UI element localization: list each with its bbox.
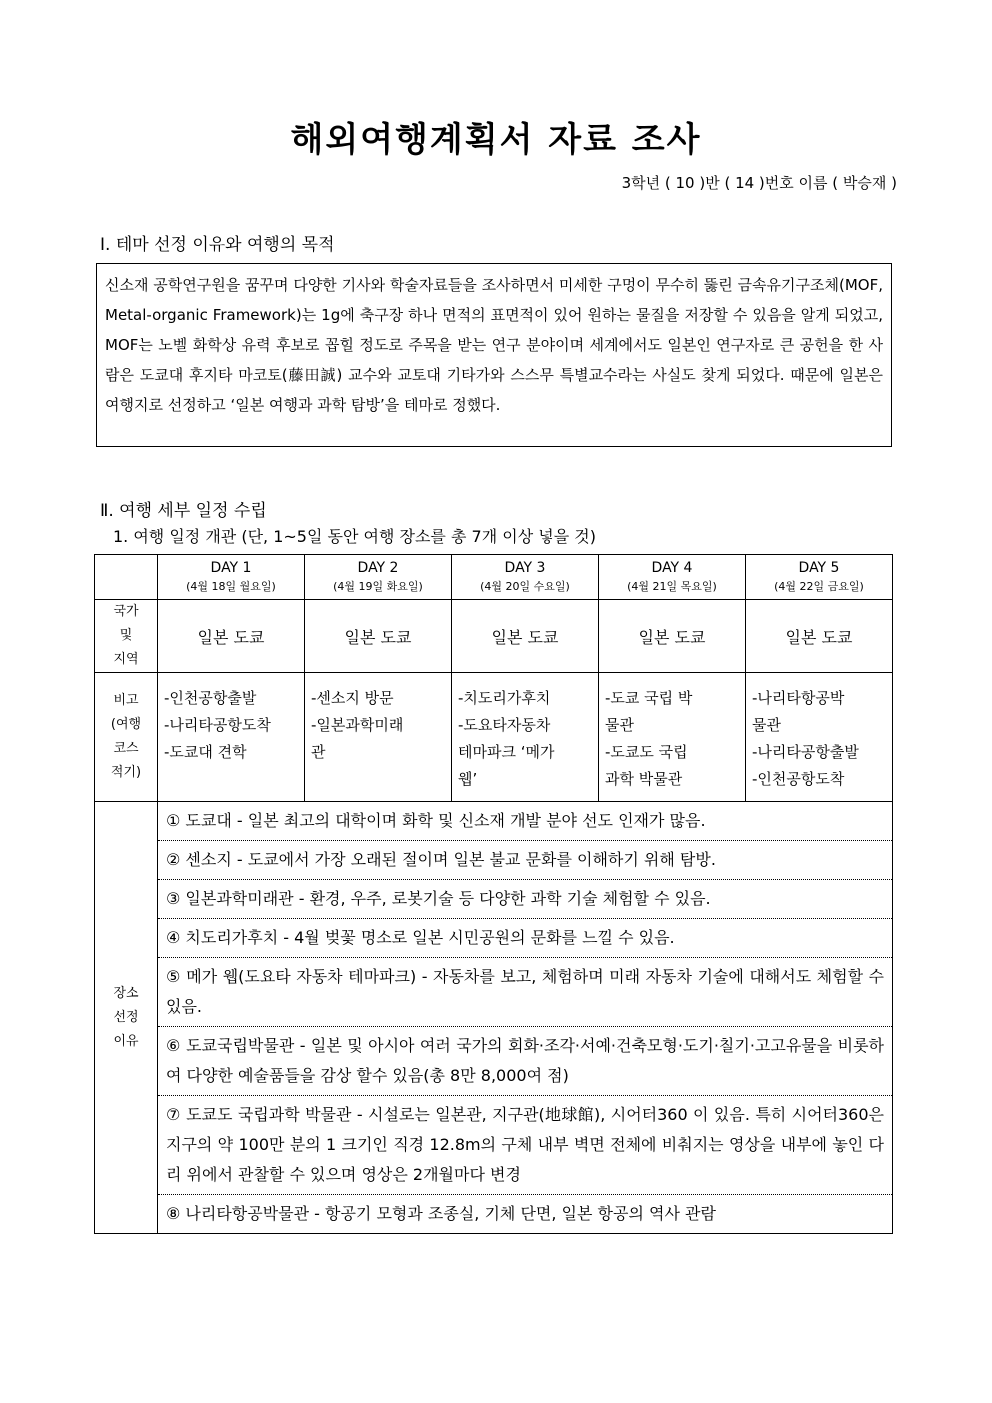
section2-heading: Ⅱ. 여행 세부 일정 수립: [100, 501, 267, 521]
day-header: [746, 555, 893, 600]
reasons-list: [158, 802, 893, 1234]
note-line: -인천공항출발: [164, 689, 257, 707]
row-label-line: (여행: [110, 717, 142, 732]
reason-item: ① 도쿄대 - 일본 최고의 대학이며 화학 및 신소재 개발 분야 선도 인재가 많음.: [158, 802, 892, 841]
row-label-line: 장소: [113, 985, 139, 1001]
notes-cell: [746, 673, 893, 802]
note-line: -나리타공항도착: [164, 716, 271, 734]
row-label-line: 및: [119, 628, 133, 643]
location-cell: 일본 도쿄: [746, 600, 893, 673]
location-cell: 일본 도쿄: [305, 600, 452, 673]
reasons-row: [95, 802, 893, 1234]
row-label-line: 적기): [110, 765, 142, 780]
notes-cell: [158, 673, 305, 802]
row-label-line: 선정: [113, 1009, 139, 1025]
day-label: DAY 3: [504, 560, 546, 576]
day-label: DAY 5: [798, 560, 840, 576]
note-line: -인천공항도착: [752, 770, 845, 788]
note-line: 물관: [752, 716, 781, 734]
schedule-table: [94, 554, 893, 1234]
purpose-box: 신소재 공학연구원을 꿈꾸며 다양한 기사와 학술자료들을 조사하면서 미세한 구멍이 무수히 뚫린 금속유기구조체(MOF, Metal-organic Framework)는 1g에 축구장 하나 면적의 표면적이 있어 원하는 물질을 저장할 수 있음을 알게 되었고, MOF는 노벨 화학상 유력 후보로 꼽힐 정도로 주목을 받는 연구 분야이며 세계에서도 일본인 연구자로 큰 공헌을 한 사람은 도쿄대 후지타 마코토(藤田誠) 교수와 교토대 기타가와 스스무 특별교수라는 사실도 찾게 되었다. 때문에 일본은 여행지로 선정하고 ‘일본 여행과 과학 탐방’을 테마로 정했다.: [96, 263, 892, 447]
note-line: -치도리가후치: [458, 689, 551, 707]
reason-item: ⑧ 나리타항공박물관 - 항공기 모형과 조종실, 기체 단면, 일본 항공의 역사 관람: [166, 1204, 716, 1223]
location-cell: 일본 도쿄: [599, 600, 746, 673]
reason-item: ② 센소지 - 도쿄에서 가장 오래된 절이며 일본 불교 문화를 이해하기 위해 탐방.: [158, 841, 892, 880]
note-line: 웹’: [458, 770, 478, 788]
day-date: (4월 21일 목요일): [627, 580, 717, 593]
section1-heading: Ⅰ. 테마 선정 이유와 여행의 목적: [100, 235, 335, 255]
note-line: -일본과학미래: [311, 716, 404, 734]
note-line: -나리타공항출발: [752, 743, 859, 761]
reason-item: ⑤ 메가 웹(도요타 자동차 테마파크) - 자동차를 보고, 체험하며 미래 자동차 기술에 대해서도 체험할 수 있음.: [158, 958, 892, 1027]
note-line: -도쿄도 국립: [605, 743, 688, 761]
note-line: -도요타자동차: [458, 716, 551, 734]
day-label: DAY 4: [651, 560, 693, 576]
row-label-line: 국가: [113, 604, 139, 619]
section2-subheading: 1. 여행 일정 개관 (단, 1~5일 동안 여행 장소를 총 7개 이상 넣을 것): [113, 527, 596, 546]
row-label-line: 코스: [113, 741, 139, 756]
day-header-row: [95, 555, 893, 600]
notes-cell: [452, 673, 599, 802]
notes-cell: [305, 673, 452, 802]
document-title: 해외여행계획서 자료 조사: [290, 120, 702, 160]
day-date: (4월 19일 화요일): [333, 580, 423, 593]
row-label-country: [95, 600, 158, 673]
row-label-line: 지역: [113, 652, 139, 667]
reason-item: ④ 치도리가후치 - 4월 벚꽃 명소로 일본 시민공원의 문화를 느낄 수 있음.: [158, 919, 892, 958]
reason-item: ③ 일본과학미래관 - 환경, 우주, 로봇기술 등 다양한 과학 기술 체험할 수 있음.: [158, 880, 892, 919]
day-date: (4월 22일 금요일): [774, 580, 864, 593]
location-cell: 일본 도쿄: [452, 600, 599, 673]
row-label-reasons: [95, 802, 158, 1234]
day-header: [158, 555, 305, 600]
row-label-notes: [95, 673, 158, 802]
day-header: [452, 555, 599, 600]
day-header: [599, 555, 746, 600]
day-label: DAY 2: [357, 560, 399, 576]
note-line: -도쿄 국립 박: [605, 689, 693, 707]
notes-row: [95, 673, 893, 802]
row-label-line: 이유: [113, 1033, 139, 1049]
note-line: 물관: [605, 716, 634, 734]
note-line: 과학 박물관: [605, 770, 683, 788]
notes-cell: [599, 673, 746, 802]
row-label-line: 비고: [113, 693, 139, 708]
note-line: 관: [311, 743, 326, 761]
day-header: [305, 555, 452, 600]
day-label: DAY 1: [210, 560, 252, 576]
reason-item: ⑥ 도쿄국립박물관 - 일본 및 아시아 여러 국가의 회화·조각·서예·건축모형·도기·칠기·고고유물을 비롯하여 다양한 예술품들을 감상 할수 있음(총 8만 8,000여 점): [158, 1027, 892, 1096]
student-info: 3학년 ( 10 )반 ( 14 )번호 이름 ( 박승재 ): [621, 174, 897, 192]
location-cell: 일본 도쿄: [158, 600, 305, 673]
corner-cell: [95, 555, 158, 600]
country-row: [95, 600, 893, 673]
note-line: 테마파크 ‘메가: [458, 743, 555, 761]
note-line: -센소지 방문: [311, 689, 394, 707]
note-line: -나리타항공박: [752, 689, 845, 707]
note-line: -도쿄대 견학: [164, 743, 247, 761]
reason-item: ⑦ 도쿄도 국립과학 박물관 - 시설로는 일본관, 지구관(地球館), 시어터360 이 있음. 특히 시어터360은 지구의 약 100만 분의 1 크기인 직경 12.8m의 구체 내부 벽면 전체에 비춰지는 영상을 내부에 놓인 다리 위에서 관찰할 수 있으며 영상은 2개월마다 변경: [158, 1096, 892, 1195]
day-date: (4월 20일 수요일): [480, 580, 570, 593]
day-date: (4월 18일 월요일): [186, 580, 276, 593]
